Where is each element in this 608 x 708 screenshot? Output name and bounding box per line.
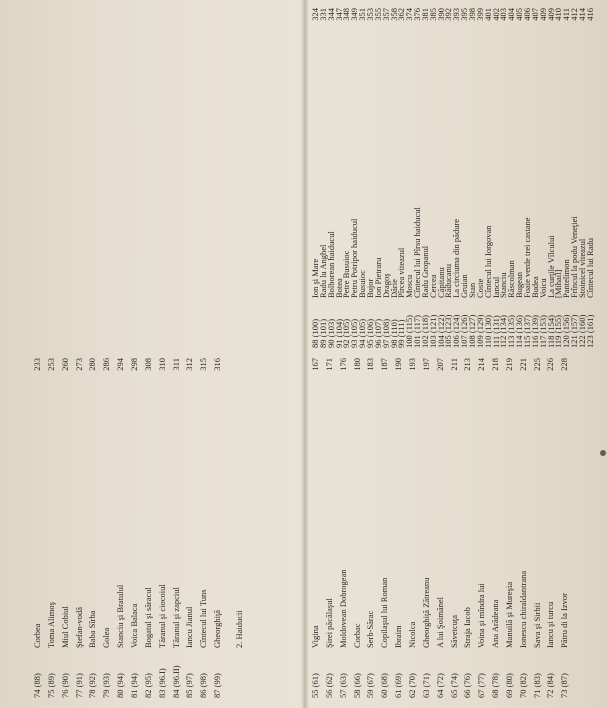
entry-title: Manuilă şi Mureşia xyxy=(503,581,514,648)
entry-page-number: 358 xyxy=(388,8,399,21)
entry-page-number: 228 xyxy=(559,358,570,371)
entry-number: 80 (94) xyxy=(115,673,126,698)
toc-entry xyxy=(365,358,375,698)
entry-title: Coste xyxy=(474,278,485,298)
entry-page-number: 187 xyxy=(379,358,390,371)
entry-page-number: 395 xyxy=(459,8,470,21)
toc-entry xyxy=(101,358,111,698)
entry-page-number: 226 xyxy=(545,358,556,371)
entry-number: 81 (94) xyxy=(128,673,139,698)
entry-page-number: 316 xyxy=(212,358,223,371)
entry-number: 70 (82) xyxy=(517,673,528,698)
entry-title: Corbac xyxy=(351,623,362,648)
entry-number: 55 (61) xyxy=(310,673,320,698)
entry-number: 109 (129) xyxy=(474,314,485,348)
entry-page-number: 213 xyxy=(462,358,473,371)
entry-number: 83 (96.I) xyxy=(156,668,167,698)
entry-number: 103 (121) xyxy=(427,314,438,348)
entry-title: A lui Şoimănel xyxy=(434,597,445,648)
toc-entry xyxy=(407,358,417,698)
entry-page-number: 183 xyxy=(365,358,376,371)
entry-title: Stoinicel viteazul xyxy=(576,238,587,298)
toc-entry xyxy=(184,358,194,698)
entry-number: 61 (69) xyxy=(393,673,404,698)
entry-page-number: 407 xyxy=(529,8,540,21)
toc-entry xyxy=(198,358,208,698)
entry-number: 93 (105) xyxy=(349,318,360,348)
entry-title: Radu lu Anghel xyxy=(317,244,328,298)
entry-page-number: 404 xyxy=(506,8,517,21)
entry-title: Şirei păcălaşul xyxy=(323,598,334,648)
entry-number: 91 (104) xyxy=(333,318,344,348)
entry-title: Cîntecul lui Iorgovan xyxy=(482,225,493,298)
entry-title: Bugean xyxy=(514,272,525,298)
toc-entry xyxy=(421,358,431,698)
entry-number: 89 (101) xyxy=(317,318,328,348)
entry-title: Ion şi Mare xyxy=(310,258,320,298)
entry-title: Miul Cobiul xyxy=(59,606,70,648)
entry-number: 58 (66) xyxy=(351,673,362,698)
entry-number: 56 (62) xyxy=(323,673,334,698)
entry-number: 73 (87) xyxy=(559,673,570,698)
entry-number: 115 (137) xyxy=(521,315,532,348)
entry-title: Cercea xyxy=(427,274,438,298)
toc-entry xyxy=(462,358,472,698)
entry-number: 101 (117) xyxy=(412,315,423,348)
entry-page-number: 374 xyxy=(404,8,415,21)
entry-number: 100 (115) xyxy=(404,315,415,348)
entry-title: Stanciu xyxy=(498,272,509,298)
entry-page-number: 399 xyxy=(474,8,485,21)
toc-entry xyxy=(212,358,222,698)
entry-page-number: 214 xyxy=(476,358,487,371)
entry-page-number: 294 xyxy=(115,358,126,371)
toc-entry xyxy=(490,358,500,698)
entry-page-number: 412 xyxy=(569,8,580,21)
toc-entry xyxy=(449,358,459,698)
entry-page-number: 286 xyxy=(101,358,112,371)
entry-number: 105 (123) xyxy=(443,314,454,348)
toc-entry xyxy=(115,358,125,698)
entry-number: 120 (156) xyxy=(561,314,572,348)
entry-number: 112 (134) xyxy=(498,315,509,348)
entry-title: Bogatul şi săracul xyxy=(142,587,153,648)
entry-number: 99 (111) xyxy=(396,319,407,348)
toc-entry xyxy=(32,358,42,698)
entry-page-number: 273 xyxy=(73,358,84,371)
entry-page-number: 405 xyxy=(514,8,525,21)
entry-title: Pîrcea viteazul xyxy=(396,247,407,298)
toc-entry xyxy=(352,358,362,698)
entry-title: Petru Potripor haiducul xyxy=(349,218,360,298)
toc-entry xyxy=(143,358,153,698)
entry-page-number: 409 xyxy=(545,8,556,21)
entry-page-number: 351 xyxy=(357,8,368,21)
entry-page-number: 331 xyxy=(317,8,328,21)
entry-number: 68 (78) xyxy=(490,673,501,698)
entry-number: 86 (98) xyxy=(198,673,209,698)
entry-number: 57 (63) xyxy=(337,673,348,698)
entry-title: Petre Busuioc xyxy=(341,250,352,298)
entry-number: 63 (71) xyxy=(420,673,431,698)
entry-number: 75 (89) xyxy=(45,673,56,698)
entry-page-number: 414 xyxy=(576,8,587,21)
entry-page-number: 221 xyxy=(517,358,528,371)
entry-title: Bolborean haiducul xyxy=(325,231,336,298)
entry-page-number: 180 xyxy=(351,358,362,371)
entry-title: Tăranul şi ciocoiul xyxy=(156,584,167,648)
entry-number: 69 (80) xyxy=(503,673,514,698)
entry-page-number: 385 xyxy=(427,8,438,21)
entry-title: Radu Gropanul xyxy=(419,245,430,298)
entry-number: 65 (74) xyxy=(448,673,459,698)
entry-number: 96 (107) xyxy=(372,318,383,348)
entry-title: Straja Iacob xyxy=(462,607,473,648)
entry-page-number: 260 xyxy=(59,358,70,371)
entry-page-number: 193 xyxy=(406,358,417,371)
entry-title: Cîntecul lui Tuns xyxy=(198,589,209,648)
entry-title: Frîncul la podu Veneţiei xyxy=(569,216,580,298)
toc-entry xyxy=(585,8,595,348)
entry-page-number: 411 xyxy=(561,8,572,21)
entry-title: Pantelimon xyxy=(561,259,572,298)
entry-page-number: 398 xyxy=(467,8,477,21)
entry-page-number: 410 xyxy=(553,8,564,21)
entry-number: 94 (105) xyxy=(357,318,368,348)
entry-page-number: 348 xyxy=(341,8,352,21)
toc-entry xyxy=(518,358,528,698)
entry-title: Stan xyxy=(467,282,477,298)
entry-number: 74 (88) xyxy=(32,673,42,698)
entry-title: La circiuma din pădure xyxy=(451,218,462,298)
entry-title: Răscolman xyxy=(506,260,517,298)
entry-title: Ionescu chiraldantrana xyxy=(517,570,528,648)
entry-number: 72 (84) xyxy=(545,673,556,698)
entry-page-number: 390 xyxy=(435,8,446,21)
entry-title: Săvetcuţa xyxy=(448,614,459,648)
entry-page-number: 406 xyxy=(521,8,532,21)
entry-title: Iancul xyxy=(490,276,501,298)
entry-page-number: 376 xyxy=(412,8,423,21)
toc-entry xyxy=(87,358,97,698)
entry-number: 87 (99) xyxy=(212,673,223,698)
entry-page-number: 197 xyxy=(420,358,431,371)
toc-entry xyxy=(504,358,514,698)
entry-title: Voica Balaca xyxy=(128,603,139,648)
entry-page-number: 381 xyxy=(419,8,430,21)
entry-page-number: 207 xyxy=(434,358,445,371)
entry-number: 111 (131) xyxy=(490,315,501,348)
entry-title: Voina şi mîndra lui xyxy=(476,583,487,648)
entry-number: 62 (70) xyxy=(406,673,417,698)
entry-title: Budea xyxy=(529,276,540,298)
ink-spot xyxy=(600,450,606,456)
entry-page-number: 310 xyxy=(156,358,167,371)
entry-title: Cîntecul lui Pîrsu haiducul xyxy=(412,207,423,298)
entry-page-number: 225 xyxy=(531,358,542,371)
entry-title: [Mihail] xyxy=(553,269,564,298)
entry-page-number: 392 xyxy=(443,8,454,21)
toc-entry xyxy=(46,358,56,698)
entry-page-number: 402 xyxy=(490,8,501,21)
entry-number: 104 (122) xyxy=(435,314,446,348)
toc-entry xyxy=(171,358,181,698)
entry-number: 64 (72) xyxy=(434,673,445,698)
toc-entry xyxy=(310,358,320,698)
entry-number: 90 (103) xyxy=(325,318,336,348)
entry-title: Ibraim xyxy=(393,625,404,648)
entry-page-number: 218 xyxy=(490,358,501,371)
entry-number: 119 (155) xyxy=(553,315,564,348)
entry-page-number: 176 xyxy=(337,358,348,371)
entry-title: Iancu Jianul xyxy=(184,606,195,648)
entry-number: 59 (67) xyxy=(365,673,376,698)
entry-number: 95 (106) xyxy=(364,318,375,348)
entry-page-number: 409 xyxy=(537,8,548,21)
entry-number: 67 (77) xyxy=(476,673,487,698)
entry-title: Toma Alimoş xyxy=(45,602,56,648)
entry-title: Botea xyxy=(333,278,344,298)
entry-page-number: 167 xyxy=(310,358,320,371)
toc-entry xyxy=(379,358,389,698)
entry-number: 113 (135) xyxy=(506,315,517,348)
section-heading: 2. Haiducii xyxy=(233,610,244,648)
entry-number: 117 (153) xyxy=(537,315,548,348)
entry-title: Nicolca xyxy=(406,621,417,648)
entry-title: Ana Arădeana xyxy=(490,599,501,648)
entry-page-number: 233 xyxy=(32,358,42,371)
toc-entry xyxy=(157,358,167,698)
entry-page-number: 393 xyxy=(451,8,462,21)
entry-page-number: 280 xyxy=(87,358,98,371)
toc-entry xyxy=(476,358,486,698)
entry-page-number: 312 xyxy=(184,358,195,371)
entry-title: Dărie xyxy=(388,279,399,298)
entry-page-number: 219 xyxy=(503,358,514,371)
entry-number: 106 (124) xyxy=(451,314,462,348)
entry-number: 84 (96.II) xyxy=(170,665,181,698)
entry-page-number: 253 xyxy=(45,358,56,371)
entry-page-number: 401 xyxy=(482,8,493,21)
entry-page-number: 355 xyxy=(372,8,383,21)
entry-number: 78 (92) xyxy=(87,673,98,698)
entry-title: Stanciu şi Bratulul xyxy=(115,584,126,648)
entry-page-number: 416 xyxy=(584,8,595,21)
entry-number: 108 (127) xyxy=(467,314,477,348)
entry-number: 116 (139) xyxy=(529,315,540,348)
entry-title: Golea xyxy=(101,627,112,648)
entry-number: 85 (97) xyxy=(184,673,195,698)
entry-page-number: 353 xyxy=(364,8,375,21)
entry-page-number: 171 xyxy=(323,358,334,371)
entry-page-number: 211 xyxy=(448,358,459,371)
entry-title: Gheorghiţă Zătreanu xyxy=(420,577,431,648)
entry-page-number: 308 xyxy=(142,358,153,371)
entry-number: 107 (126) xyxy=(459,314,470,348)
entry-number: 102 (118) xyxy=(419,315,430,348)
entry-number: 97 (108) xyxy=(380,318,391,348)
entry-number: 118 (154) xyxy=(545,315,556,348)
entry-title: Voicu xyxy=(537,278,548,298)
entry-title: Moscu xyxy=(404,274,415,298)
entry-title: Pătru di la Izvor xyxy=(559,593,570,648)
entry-title: Dragoş xyxy=(380,273,391,298)
entry-title: Bujor xyxy=(364,278,375,298)
entry-page-number: 357 xyxy=(380,8,391,21)
toc-entry xyxy=(559,358,569,698)
entry-number: 110 (130) xyxy=(482,315,493,348)
entry-number: 92 (105) xyxy=(341,318,352,348)
entry-page-number: 344 xyxy=(325,8,336,21)
entry-title: Ştefan-vodă xyxy=(73,606,84,648)
entry-title: Baba Sîrba xyxy=(87,610,98,648)
entry-number: 71 (83) xyxy=(531,673,542,698)
entry-page-number: 347 xyxy=(333,8,344,21)
entry-title: Căpitanu xyxy=(435,267,446,298)
toc-entry xyxy=(545,358,555,698)
toc-entry xyxy=(60,358,70,698)
toc-entry xyxy=(532,358,542,698)
entry-page-number: 349 xyxy=(349,8,360,21)
entry-title: Ion Pietraru xyxy=(372,257,383,298)
entry-number: 123 (161) xyxy=(584,314,595,348)
entry-page-number: 362 xyxy=(396,8,407,21)
entry-title: Iancu şi turcu xyxy=(545,601,556,648)
toc-entry xyxy=(393,358,403,698)
entry-number: 121 (157) xyxy=(569,314,580,348)
toc-entry xyxy=(435,358,445,698)
entry-title: Gheorghiţă xyxy=(212,609,223,648)
entry-number: 98 (110) xyxy=(388,319,399,348)
entry-title: Cîntecul lui Radu xyxy=(584,238,595,298)
entry-number: 114 (136) xyxy=(514,315,525,348)
entry-title: Serb-Sărac xyxy=(365,610,376,648)
entry-number: 88 (100) xyxy=(310,318,320,348)
entry-page-number: 315 xyxy=(198,358,209,371)
entry-title: Vigina xyxy=(310,625,320,648)
entry-title: Sava şi Sirbii xyxy=(531,602,542,648)
entry-title: Gruian xyxy=(459,274,470,298)
entry-number: 122 (160) xyxy=(576,314,587,348)
toc-entry xyxy=(324,358,334,698)
toc-entry xyxy=(338,358,348,698)
entry-number: 66 (76) xyxy=(462,673,473,698)
entry-page-number: 190 xyxy=(393,358,404,371)
toc-entry xyxy=(129,358,139,698)
entry-title: Moldovean Dobrogean xyxy=(337,569,348,648)
entry-number: 79 (93) xyxy=(101,673,112,698)
entry-title: Răducanu xyxy=(443,264,454,298)
entry-title: Corbea xyxy=(32,623,42,648)
entry-number: 76 (90) xyxy=(59,673,70,698)
entry-page-number: 311 xyxy=(170,358,181,371)
entry-title: Busuioc xyxy=(357,270,368,298)
entry-title: Foaie verde trei castane xyxy=(521,217,532,298)
entry-page-number: 403 xyxy=(498,8,509,21)
entry-number: 60 (68) xyxy=(379,673,390,698)
entry-page-number: 298 xyxy=(128,358,139,371)
entry-number: 82 (95) xyxy=(142,673,153,698)
entry-title: Copilaşul lui Roman xyxy=(379,577,390,648)
entry-title: La curţile Vîlcului xyxy=(545,235,556,298)
entry-number: 77 (91) xyxy=(73,673,84,698)
entry-title: Tăranul şi zapciul xyxy=(170,587,181,648)
entry-page-number: 324 xyxy=(310,8,320,21)
toc-entry xyxy=(74,358,84,698)
